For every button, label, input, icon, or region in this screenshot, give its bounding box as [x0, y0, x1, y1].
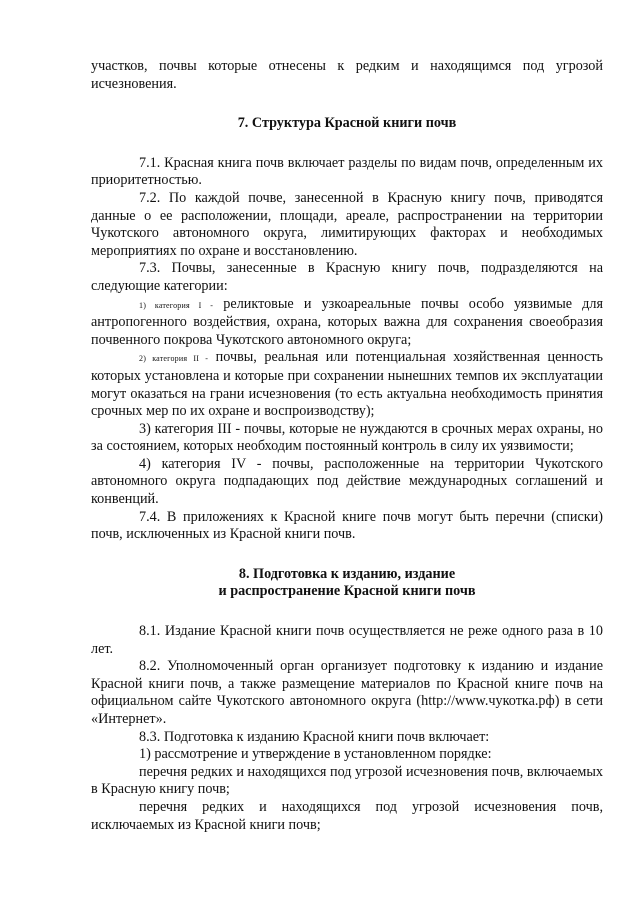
document-page [91, 58, 603, 834]
paragraph-7-4: 7.4. В приложениях к Красной книге почв могут быть перечни (списки) почв, исключенных из Красной книги почв. [91, 508, 603, 543]
section-7-heading: 7. Структура Красной книги почв [237, 115, 457, 132]
category-1-label: 1) категория I - [139, 300, 214, 310]
section-8-heading-line-1: 8. Подготовка к изданию, издание [238, 565, 456, 582]
category-1-text: реликтовые и узкоареальные почвы особо уязвимые для антропогенного воздействия, охрана, которых важна для сохранения своеобразия почвенного покрова Чукотского автономного округа; [91, 295, 603, 348]
paragraph-7-2: 7.2. По каждой почве, занесенной в Красную книгу почв, приводятся данные о ее расположении, площади, ареале, распространении на территории Чукотского автономного округа, лимитирующих факторах и необходимых мероприятиях по охране и восстановлению. [91, 189, 603, 259]
list-item-1: 1) рассмотрение и утверждение в установленном порядке: [139, 746, 492, 763]
paragraph-7-3: 7.3. Почвы, занесенные в Красную книгу почв, подразделяются на следующие категории: [91, 260, 603, 294]
section-8-heading [91, 566, 603, 601]
intro-paragraph: участков, почвы которые отнесены к редким и находящимся под угрозой исчезновения. [91, 58, 603, 92]
paragraph-8-3: 8.3. Подготовка к изданию Красной книги почв включает: [139, 728, 490, 745]
category-4-item: 4) категория IV - почвы, расположенные на территории Чукотского автономного округа подпадающих под действие международных соглашений и конвенций. [91, 455, 603, 508]
paragraph-7-1: 7.1. Красная книга почв включает разделы по видам почв, определенным их приоритетностью. [91, 154, 603, 189]
category-2-item [91, 349, 603, 420]
category-3-item: 3) категория III - почвы, которые не нуждаются в срочных мерах охраны, но за состоянием, которых необходим постоянный контроль в силу их уязвимости; [91, 420, 603, 455]
list-item-b: перечня редких и находящихся под угрозой исчезновения почв, исключаемых из Красной книги почв; [91, 798, 603, 833]
list-item-a: перечня редких и находящихся под угрозой исчезновения почв, включаемых в Красную книгу почв; [91, 763, 603, 798]
category-2-text: почвы, реальная или потенциальная хозяйственная ценность которых установлена и которые при сохранении нынешних темпов их эксплуатации могут оказаться на грани исчезновения (то есть актуальна необходимость принятия срочных мер по их охране и воспроизводству); [91, 349, 604, 420]
paragraph-8-1: 8.1. Издание Красной книги почв осуществляется не реже одного раза в 10 лет. [91, 623, 603, 657]
paragraph-8-2: 8.2. Уполномоченный орган организует подготовку к изданию и издание Красной книги почв, а также размещение материалов по Красной книге почв на официальном сайте Чукотского автономного округа (http://www.чукотка.рф) в сети «Интернет». [91, 658, 603, 727]
category-1-item [91, 296, 603, 350]
category-2-label: 2) категория II - [139, 354, 209, 364]
section-8-heading-line-2: и распространение Красной книги почв [218, 583, 476, 600]
